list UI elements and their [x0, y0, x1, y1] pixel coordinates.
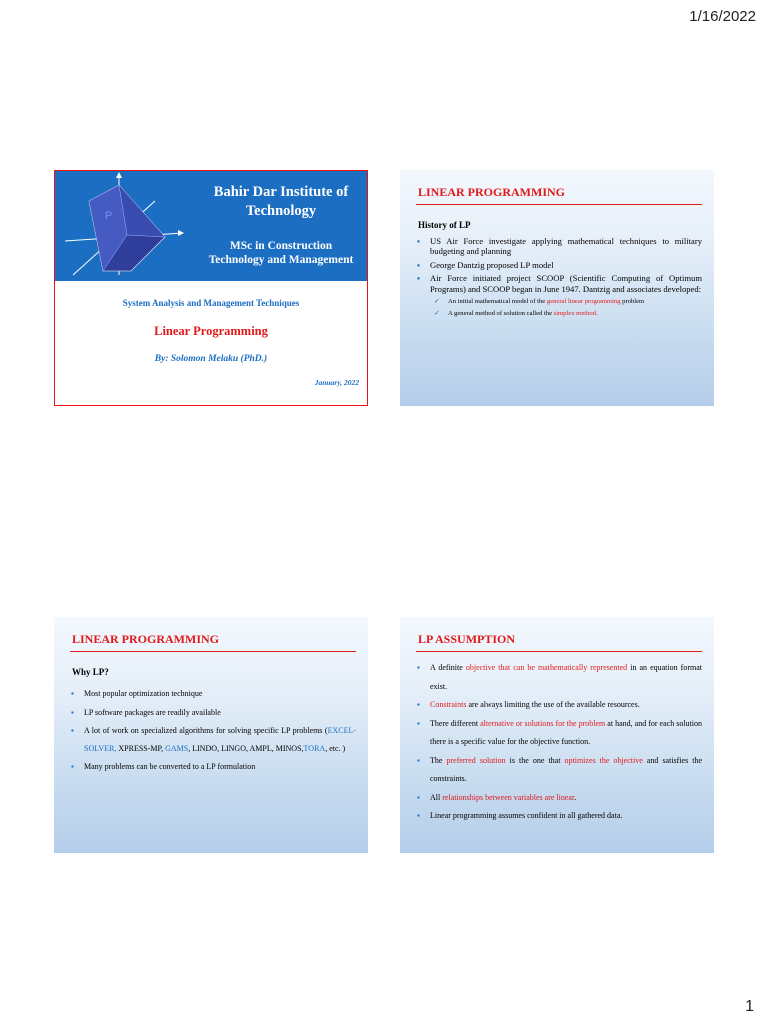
- slide-subheading: Why LP?: [72, 667, 109, 677]
- program-name: MSc in Construction Technology and Management: [208, 240, 354, 266]
- list-item: ▪ A definite objective that can be mathematically represented in an equation format exist.: [416, 659, 702, 696]
- checkmark-list: [430, 297, 702, 318]
- bullet-list: [416, 659, 702, 826]
- institute-name: Bahir Dar Institute of Technology: [213, 184, 349, 219]
- author-line: By: Solomon Melaku (PhD.): [154, 354, 268, 364]
- slide-subheading: History of LP: [418, 220, 471, 230]
- heading-rule: [416, 651, 702, 652]
- list-item: ▪ George Dantzig proposed LP model: [416, 260, 702, 270]
- topic-title: Linear Programming: [154, 324, 268, 338]
- lp-polygon-diagram: [55, 171, 195, 281]
- list-item: ▪ Air Force initiated project SCOOP (Scientific Computing of Optimum Programs) and SCOOP began in June 1947. Dantzig and associates developed: ✓ An initial mathematical model of the general linear programming problem ✓ A general method of solution called the simplex method.: [416, 273, 702, 318]
- list-item: ▪ Many problems can be converted to a LP formulation: [70, 758, 356, 776]
- list-item: ▪ The preferred solution is the one that optimizes the objective and satisfies the constraints.: [416, 752, 702, 789]
- page-date: 1/16/2022: [689, 8, 756, 25]
- heading-rule: [416, 204, 702, 205]
- bullet-list: [416, 236, 702, 321]
- list-item: ▪ A lot of work on specialized algorithms for solving specific LP problems (EXCEL-SOLVER, XPRESS-MP, GAMS, LINDO, LINGO, AMPL, MINOS,TORA, etc. ): [70, 722, 356, 757]
- heading-rule: [70, 651, 356, 652]
- list-item: ✓ A general method of solution called the simplex method.: [430, 309, 702, 318]
- list-item: ▪ There different alternative or solutions for the problem at hand, and for each solution there is a specific value for the objective function.: [416, 715, 702, 752]
- list-item: ▪ Most popular optimization technique: [70, 685, 356, 703]
- title-banner: [55, 171, 367, 281]
- slide-why-lp: [54, 617, 368, 853]
- list-item: ▪ US Air Force investigate applying mathematical techniques to military budgeting and planning: [416, 236, 702, 257]
- slide-history-of-lp: [400, 170, 714, 406]
- slide-title: [54, 170, 368, 406]
- slide-heading: LINEAR PROGRAMMING: [72, 632, 219, 646]
- slide-heading: LINEAR PROGRAMMING: [418, 185, 565, 199]
- list-item: ▪ Linear programming assumes confident in all gathered data.: [416, 807, 702, 826]
- list-item: ▪ Constraints are always limiting the use of the available resources.: [416, 696, 702, 715]
- slide-date: January, 2022: [314, 378, 359, 387]
- list-item: ✓ An initial mathematical model of the general linear programming problem: [430, 297, 702, 306]
- course-name: System Analysis and Management Techniques: [122, 298, 300, 308]
- slide-heading: LP ASSUMPTION: [418, 632, 516, 646]
- list-item: ▪ All relationships between variables are linear.: [416, 789, 702, 808]
- diagram-label-p: P: [105, 210, 113, 222]
- page-number: 1: [745, 998, 754, 1015]
- bullet-list: [70, 685, 356, 777]
- list-item: ▪ LP software packages are readily available: [70, 704, 356, 722]
- slide-lp-assumption: [400, 617, 714, 853]
